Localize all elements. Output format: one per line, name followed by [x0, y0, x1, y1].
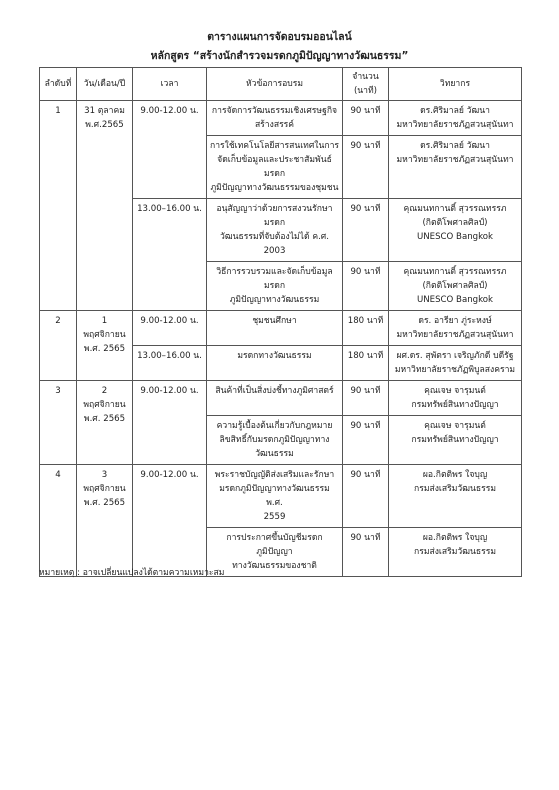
session-topic: พระราชบัญญัติส่งเสริมและรักษา มรดกภูมิปัญญาทางวัฒนธรรม พ.ศ. 2559: [207, 465, 343, 528]
session-speaker: คุณมนทกานติ์ สุวรรณทรรภ (กิตติโพศาลศิลป์) UNESCO Bangkok: [389, 199, 522, 262]
session-duration: 180 นาที: [343, 346, 389, 381]
row-time: 9.00-12.00 น.: [133, 465, 207, 577]
session-duration: 90 นาที: [343, 465, 389, 528]
session-speaker: ผอ.กิตติพร ใจบุญ กรมส่งเสริมวัฒนธรรม: [389, 465, 522, 528]
session-topic: การประกาศขึ้นบัญชีมรดกภูมิปัญญา ทางวัฒนธรรมของชาติ: [207, 528, 343, 577]
row-date: 3 พฤศจิกายน พ.ศ. 2565: [77, 465, 133, 577]
table-row: [40, 465, 522, 528]
session-speaker: คุณเจษ จารุมนต์ กรมทรัพย์สินทางปัญญา: [389, 416, 522, 465]
session-speaker: ดร. อารียา ภู่ระหงษ์ มหาวิทยาลัยราชภัฏสวนสุนันทา: [389, 311, 522, 346]
session-topic: มรดกทางวัฒนธรรม: [207, 346, 343, 381]
session-topic: การจัดการวัฒนธรรมเชิงเศรษฐกิจ สร้างสรรค์: [207, 101, 343, 136]
table-row: [40, 101, 522, 136]
session-duration: 90 นาที: [343, 101, 389, 136]
session-topic: วิธีการรวบรวมและจัดเก็บข้อมูลมรดก ภูมิปัญญาทางวัฒนธรรม: [207, 262, 343, 311]
row-number: 2: [40, 311, 77, 381]
row-date: 2 พฤศจิกายน พ.ศ. 2565: [77, 381, 133, 465]
row-time: 13.00–16.00 น.: [133, 199, 207, 311]
schedule-body: [40, 101, 522, 577]
session-topic: สินค้าที่เป็นสิ่งบ่งชี้ทางภูมิศาสตร์: [207, 381, 343, 416]
session-duration: 90 นาที: [343, 262, 389, 311]
header-date: วัน/เดือน/ปี: [77, 68, 133, 101]
document-subtitle: หลักสูตร “สร้างนักสำรวจมรดกภูมิปัญญาทางวัฒนธรรม”: [150, 50, 409, 62]
session-duration: 180 นาที: [343, 311, 389, 346]
session-topic: ความรู้เบื้องต้นเกี่ยวกับกฎหมาย ลิขสิทธิ์กับมรดกภูมิปัญญาทาง วัฒนธรรม: [207, 416, 343, 465]
document-title: ตารางแผนการจัดอบรมออนไลน์: [207, 31, 352, 43]
table-header-row: [40, 68, 522, 101]
header-duration: จำนวน (นาที): [343, 68, 389, 101]
session-duration: 90 นาที: [343, 416, 389, 465]
row-date: 1 พฤศจิกายน พ.ศ. 2565: [77, 311, 133, 381]
session-duration: 90 นาที: [343, 528, 389, 577]
session-duration: 90 นาที: [343, 199, 389, 262]
header-speaker: วิทยากร: [389, 68, 522, 101]
table-row: [40, 381, 522, 416]
session-speaker: คุณมนทกานติ์ สุวรรณทรรภ (กิตติโพศาลศิลป์) UNESCO Bangkok: [389, 262, 522, 311]
schedule-table: [39, 67, 522, 577]
row-number: 3: [40, 381, 77, 465]
session-duration: 90 นาที: [343, 381, 389, 416]
row-time: 13.00–16.00 น.: [133, 346, 207, 381]
row-time: 9.00-12.00 น.: [133, 101, 207, 199]
row-time: 9.00-12.00 น.: [133, 311, 207, 346]
session-speaker: ผอ.กิตติพร ใจบุญ กรมส่งเสริมวัฒนธรรม: [389, 528, 522, 577]
row-number: 4: [40, 465, 77, 577]
footnote: หมายเหตุ : อาจเปลี่ยนแปลงได้ตามความเหมาะสม: [39, 568, 225, 578]
row-time: 9.00-12.00 น.: [133, 381, 207, 465]
session-speaker: คุณเจษ จารุมนต์ กรมทรัพย์สินทางปัญญา: [389, 381, 522, 416]
row-date: 31 ตุลาคม พ.ศ.2565: [77, 101, 133, 311]
header-no: ลำดับที่: [40, 68, 77, 101]
header-topic: หัวข้อการอบรม: [207, 68, 343, 101]
session-duration: 90 นาที: [343, 136, 389, 199]
row-number: 1: [40, 101, 77, 311]
header-time: เวลา: [133, 68, 207, 101]
table-row: [40, 311, 522, 346]
session-speaker: ดร.ศิริมาลย์ วัฒนา มหาวิทยาลัยราชภัฏสวนสุนันทา: [389, 101, 522, 136]
session-speaker: ผศ.ดร. สุพัตรา เจริญภักดี บดีรัฐ มหาวิทยาลัยราชภัฏพิบูลสงคราม: [389, 346, 522, 381]
session-topic: การใช้เทคโนโลยีสารสนเทศในการ จัดเก็บข้อมูลและประชาสัมพันธ์มรดก ภูมิปัญญาทางวัฒนธรรมของชุมชน: [207, 136, 343, 199]
session-topic: ชุมชนศึกษา: [207, 311, 343, 346]
session-speaker: ดร.ศิริมาลย์ วัฒนา มหาวิทยาลัยราชภัฏสวนสุนันทา: [389, 136, 522, 199]
session-topic: อนุสัญญาว่าด้วยการสงวนรักษามรดก วัฒนธรรมที่จับต้องไม่ได้ ค.ศ. 2003: [207, 199, 343, 262]
